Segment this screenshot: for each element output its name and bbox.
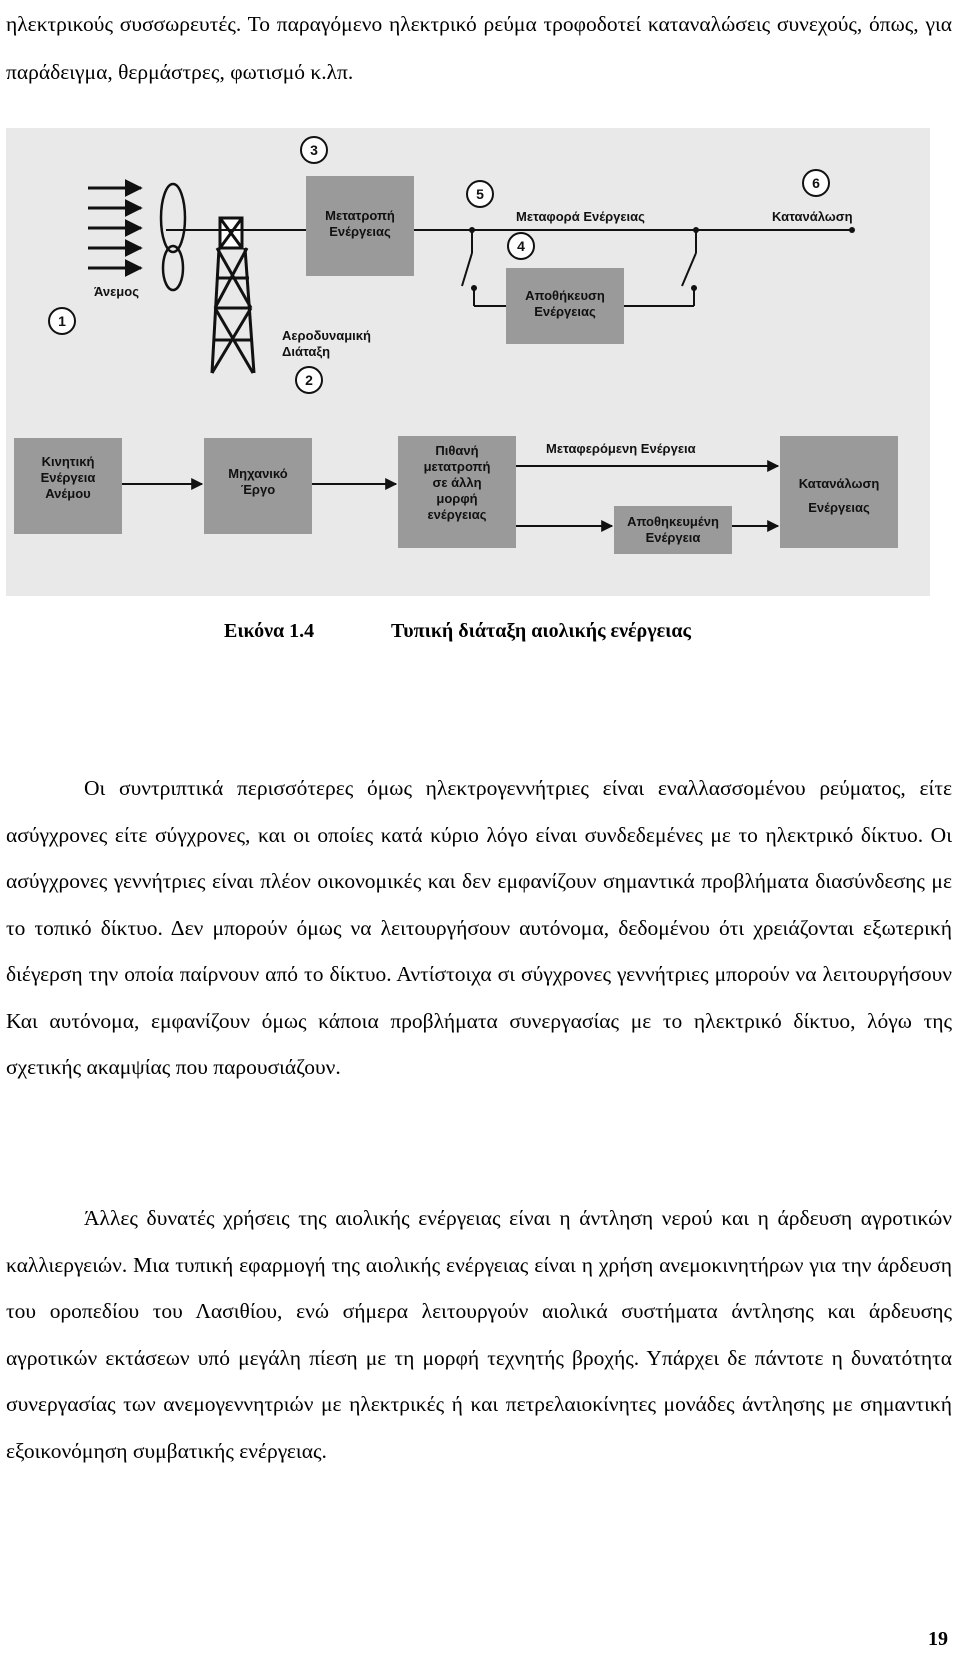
svg-text:Ενέργεια: Ενέργεια [40,470,96,485]
svg-text:Αποθηκευμένη: Αποθηκευμένη [627,514,719,529]
svg-text:3: 3 [310,142,318,158]
svg-text:Ανέμου: Ανέμου [45,486,91,501]
svg-text:Αποθήκευση: Αποθήκευση [525,288,605,303]
svg-text:μετατροπή: μετατροπή [423,459,491,474]
transported-energy-label: Μεταφερόμενη Ενέργεια [546,441,696,456]
svg-text:Μετατροπή: Μετατροπή [325,208,395,223]
svg-text:ενέργειας: ενέργειας [427,507,487,522]
marker-4 [508,233,534,259]
marker-6 [803,170,829,196]
svg-text:Μηχανικό: Μηχανικό [228,466,288,481]
svg-text:Ενέργειας: Ενέργειας [329,224,391,239]
svg-text:6: 6 [812,175,820,191]
energy-consumption-box [780,436,898,548]
consumption-label: Κατανάλωση [772,209,853,224]
marker-3 [301,137,327,163]
svg-text:Πιθανή: Πιθανή [435,443,479,458]
wind-energy-figure [6,128,930,596]
svg-text:Ενέργεια: Ενέργεια [645,530,701,545]
figure-caption-title: Τυπική διάταξη αιολικής ενέργειας [391,620,691,642]
energy-transport-label: Μεταφορά Ενέργειας [516,209,645,224]
intro-paragraph: ηλεκτρικούς συσσωρευτές. Το παραγόμενο ηλεκτρικό ρεύμα τροφοδοτεί καταναλώσεις συνεχούς, όπως, για παράδειγμα, θερμάστρες, φωτισμό κ.λπ. [6,12,952,84]
svg-text:Έργο: Έργο [240,482,276,497]
svg-text:μορφή: μορφή [436,491,478,506]
svg-text:5: 5 [476,186,484,202]
paragraph-generators: Οι συντριπτικά περισσότερες όμως ηλεκτρογεννήτριες είναι εναλλασσομένου ρεύματος, είτε ασύγχρονες είτε σύγχρονες, και οι οποίες κατά κύριο λόγο είναι συνδεδεμένες με το ηλεκτρικό δίκτυο. Οι ασύγχρονες γεννήτριες είναι πλέον οικονομικές και δεν εμφανίζουν σημαντικά προβλήματα διασύνδεσης με το τοπικό δίκτυο. Δεν μπορούν όμως να λειτουργήσουν αυτόνομα, δεδομένου ότι χρειάζονται εξωτερική διέγερση την οποία παίρνουν από το δίκτυο. Αντίστοιχα σι σύγχρονες γεννήτριες μπορούν να λειτουργήσουν Και αυτόνομα, εμφανίζουν όμως κάποια προβλήματα συνεργασίας με το ηλεκτρικό δίκτυο, λόγω της σχετικής ακαμψίας που παρουσιάζουν. [6,776,952,1079]
figure-caption-number: Εικόνα 1.4 [224,620,315,642]
marker-1 [49,308,75,334]
marker-5 [467,181,493,207]
svg-text:Κατανάλωση: Κατανάλωση [798,476,880,491]
aerodynamic-label: Αεροδυναμική [282,328,371,343]
svg-text:σε άλλη: σε άλλη [432,475,482,490]
svg-text:2: 2 [305,372,313,388]
svg-text:Ενέργειας: Ενέργειας [534,304,596,319]
svg-text:4: 4 [517,238,525,254]
svg-text:Κινητική: Κινητική [41,454,95,469]
wind-label: Άνεμος [94,284,139,299]
page-number: 19 [928,1628,948,1650]
marker-2 [296,367,322,393]
svg-text:1: 1 [58,313,66,329]
svg-text:Ενέργειας: Ενέργειας [808,500,870,515]
paragraph-other-uses: Άλλες δυνατές χρήσεις της αιολικής ενέργειας είναι η άντληση νερού και η άρδευση αγροτικών καλλιεργειών. Μια τυπική εφαρμογή της αιολικής ενέργειας είναι η χρήση ανεμοκινητήρων για την άρδευση του οροπεδίου του Λασιθίου, ενώ σήμερα λειτουργούν αιολικά συστήματα άντλησης και άρδευσης αγροτικών εκτάσεων υπό μεγάλη πίεση με τη μορφή τεχνητής βροχής. Υπάρχει δε πάντοτε η δυνατότητα συνεργασίας των ανεμογεννητριών με ηλεκτρικές ή και πετρελαιοκίνητες μονάδες άντλησης με σημαντική εξοικονόμηση συμβατικής ενέργειας. [6,1206,952,1463]
svg-text:Διάταξη: Διάταξη [282,344,331,359]
